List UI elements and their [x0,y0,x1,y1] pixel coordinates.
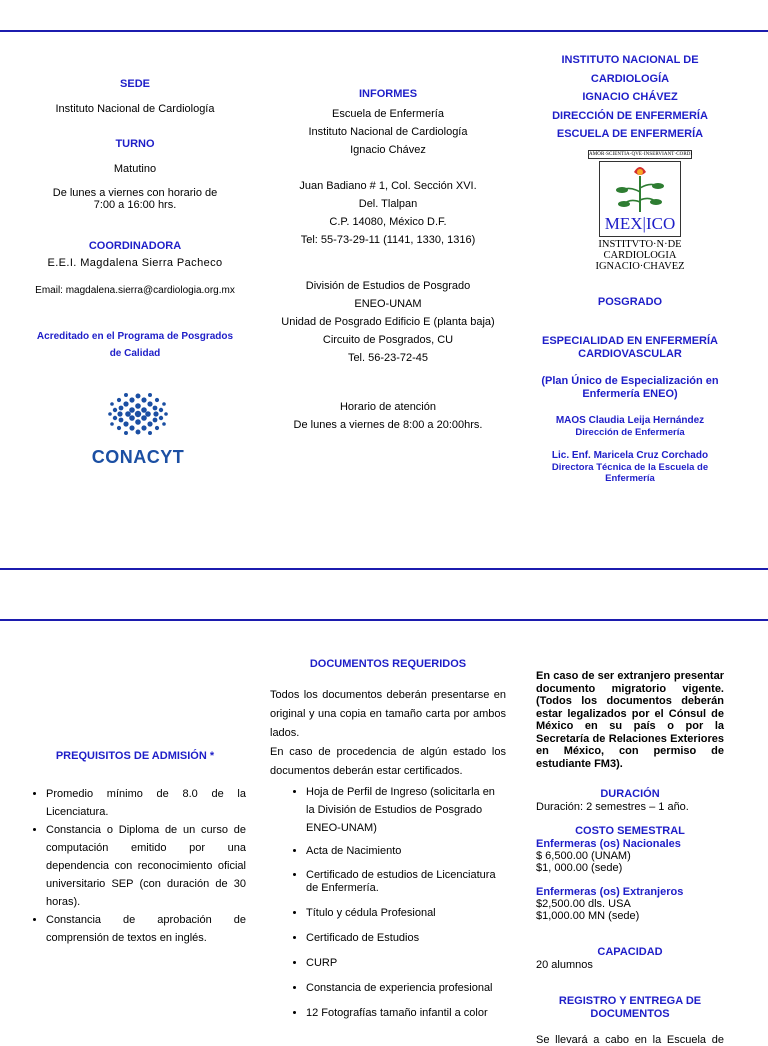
conacyt-dots-icon [88,392,188,440]
list-item: • Acta de Nacimiento [306,843,506,860]
crest-shield [599,161,681,237]
capacidad-heading: CAPACIDAD [597,946,663,958]
horario-line-1: De lunes a viernes con horario de [52,187,218,199]
documentos-list [270,783,506,1022]
crest-line: IGNACIO·CHAVEZ [595,261,685,272]
informes-heading: INFORMES [358,88,418,100]
registro-line-2: DOCUMENTOS [590,1007,670,1020]
institute-line: INSTITUTO NACIONAL DE [561,54,699,66]
crest-mexico: MEX|ICO [604,214,676,233]
informes-line: Instituto Nacional de Cardiología [308,126,468,138]
extranjeros-line: $1,000.00 MN (sede) [536,910,640,922]
plan-line-1: (Plan Único de Especialización en [541,375,719,387]
coordinadora-name: E.E.I. Magdalena Sierra Pacheco [47,257,223,269]
institute-line: IGNACIO CHÁVEZ [582,91,678,103]
duracion-heading: DURACIÓN [600,788,660,800]
institute-crest [588,150,692,288]
duracion-text: Duración: 2 semestres – 1 año. [536,801,689,813]
list-item: • Certificado de Estudios [306,930,506,947]
nacionales-line: $ 6,500.00 (UNAM) [536,850,631,862]
eneo-line: División de Estudios de Posgrado [305,280,471,292]
panel-info-right [536,670,724,1046]
eneo-line: ENEO-UNAM [354,298,422,310]
address-line: Tel: 55-73-29-11 (1141, 1330, 1316) [300,234,476,246]
person1-role: Dirección de Enfermería [575,427,685,438]
panel-informes [270,88,506,434]
acreditado-line-1: Acreditado en el Programa de Posgrados [36,331,234,342]
list-item: • Constancia de experiencia profesional [306,980,506,997]
capacidad-text: 20 alumnos [536,959,593,971]
eneo-line: Unidad de Posgrado Edificio E (planta baja) [281,316,495,328]
horario-atencion-line-1: Horario de atención [339,401,436,413]
turno-heading: TURNO [115,138,155,150]
informes-eneo-block [270,277,506,367]
registro-line-1: REGISTRO Y ENTREGA DE [558,995,702,1007]
requisitos-heading: PREQUISITOS DE ADMISIÓN * [55,750,215,762]
institute-line: DIRECCIÓN DE ENFERMERÍA [552,109,708,122]
institute-line: CARDIOLOGÍA [590,72,670,85]
panel-cover-lower [520,296,740,484]
documentos-intro-1: Todos los documentos deberán presentarse en original y una copia en tamaño carta por ambos lados. [270,689,506,739]
requisitos-list [24,785,246,947]
list-item: • Constancia de aprobación de comprensión de textos en inglés. [46,911,246,947]
panel-sede [0,78,270,359]
informes-address-block [270,177,506,249]
posgrado-label: POSGRADO [597,296,663,308]
eneo-line: Circuito de Posgrados, CU [322,334,454,346]
top-rule [0,30,768,32]
coordinadora-email[interactable]: Email: magdalena.sierra@cardiologia.org.mx [35,285,235,296]
informes-horario-block [270,398,506,434]
list-item: • Título y cédula Profesional [306,905,506,922]
sede-text: Instituto Nacional de Cardiología [55,103,215,115]
list-item: • Constancia o Diploma de un curso de computación emitido por una dependencia con reconocimiento oficial universitario SEP (con duración de 30 horas). [46,821,246,911]
especialidad-title [520,335,740,361]
especialidad-line-2: CARDIOVASCULAR [578,348,682,360]
list-item: • Promedio mínimo de 8.0 de la Licenciatura. [46,785,246,821]
informes-line: Ignacio Chávez [350,144,426,156]
plan-line-2: Enfermería ENEO) [582,388,678,400]
person2-role-line-1: Directora Técnica de la Escuela de [551,462,709,473]
institute-header [520,51,740,144]
informes-line: Escuela de Enfermería [332,108,444,120]
conacyt-label: CONACYT [91,447,185,467]
eneo-line: Tel. 56-23-72-45 [347,352,429,364]
acreditado-line-2: de Calidad [109,348,161,359]
extranjero-text: En caso de ser extranjero presentar documento migratorio vigente. (Todos los documentos deberán estar legalizados por el Cónsul de México en su país o por la Secretaría de Relaciones Exteriores en México, con permiso de estudiante FM3). [536,670,724,770]
plan-title [520,375,740,401]
crest-line: CARDIOLOGIA [603,250,677,261]
nacionales-line: $1, 000.00 (sede) [536,862,623,874]
nacionales-heading: Enfermeras (os) Nacionales [536,838,681,850]
especialidad-line-1: ESPECIALIDAD EN ENFERMERÍA [541,335,719,347]
panel-cover [520,51,740,144]
address-line: C.P. 14080, México D.F. [329,216,447,228]
costo-heading: COSTO SEMESTRAL [575,825,685,837]
conacyt-logo [88,392,188,467]
crest-motto: AMOR·SCIENTIA·QVE·INSERVIANT·CORDI [589,152,693,157]
person1-name: MAOS Claudia Leija Hernández [555,415,705,426]
list-item: • Certificado de estudios de Licenciatura de Enfermería. [306,869,506,895]
middle-rule-upper [0,568,768,570]
person2-name: Lic. Enf. Maricela Cruz Corchado [551,450,709,461]
panel-requisitos [24,750,246,947]
documentos-intro-2: En caso de procedencia de algún estado los documentos deberán estar certificados. [270,746,506,777]
registro-heading [536,995,724,1020]
address-line: Juan Badiano # 1, Col. Sección XVI. [299,180,477,192]
horario-line-2: 7:00 a 16:00 hrs. [93,199,177,211]
middle-rule-lower [0,619,768,621]
institute-line: ESCUELA DE ENFERMERÍA [556,128,704,140]
extranjeros-heading: Enfermeras (os) Extranjeros [536,886,684,898]
panel-documentos [270,658,506,1022]
horario-atencion-line-2: De lunes a viernes de 8:00 a 20:00hrs. [293,419,483,431]
sede-heading: SEDE [120,78,150,90]
address-line: Del. Tlalpan [358,198,418,210]
extranjeros-line: $2,500.00 dls. USA [536,898,631,910]
documentos-heading: DOCUMENTOS REQUERIDOS [309,658,467,670]
crest-caption [588,239,692,272]
list-item: • CURP [306,955,506,972]
coordinadora-heading: COORDINADORA [88,240,182,252]
crest-line: INSTITVTO·N·DE [598,239,682,250]
person2-role-line-2: Enfermería [605,473,655,484]
informes-escuela-block [270,105,506,159]
plant-icon [600,162,680,216]
registro-text: Se llevará a cabo en la Escuela de [536,1034,724,1046]
list-item: • 12 Fotografías tamaño infantil a color [306,1005,506,1022]
turno-text: Matutino [113,163,157,175]
list-item: • Hoja de Perfil de Ingreso (solicitarla en la División de Estudios de Posgrado ENEO-UNAM) [306,783,506,837]
